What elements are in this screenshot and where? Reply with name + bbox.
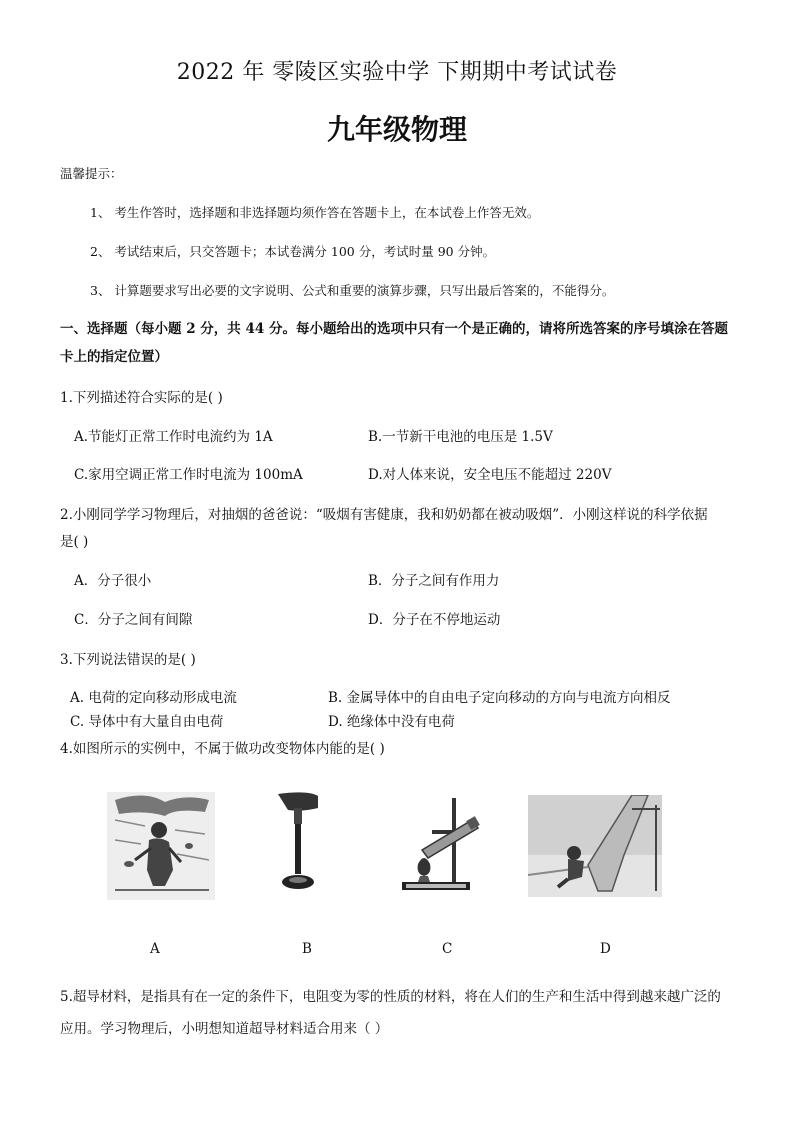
exam-subtitle: 九年级物理 xyxy=(326,113,467,146)
exam-title: 2022 年 零陵区实验中学 下期期中考试试卷 xyxy=(176,60,618,85)
question-4-stem: 4.如图所示的实例中，不属于做功改变物体内能的是( ) xyxy=(60,741,385,757)
question-5-stem-line1: 5.超导材料，是指具有在一定的条件下，电阻变为零的性质的材料，将在人们的生产和生活中得到越来越广泛的 xyxy=(60,989,721,1005)
question-1-option-b: B.一节新干电池的电压是 1.5V xyxy=(368,429,553,445)
figure-d-image xyxy=(528,795,662,897)
figure-b-image xyxy=(268,790,328,902)
question-3-option-c: C. 导体中有大量自由电荷 xyxy=(70,714,224,730)
question-2-option-b: B．分子之间有作用力 xyxy=(368,573,500,589)
question-3-option-a: A. 电荷的定向移动形成电流 xyxy=(70,690,237,706)
question-1-option-d: D.对人体来说，安全电压不能超过 220V xyxy=(368,467,612,483)
question-1-stem: 1.下列描述符合实际的是( ) xyxy=(60,390,223,406)
figure-label-d: D xyxy=(600,941,611,957)
figure-a-image xyxy=(105,790,217,902)
question-1-option-c: C.家用空调正常工作时电流为 100mA xyxy=(74,467,303,483)
tip-item-2: 2、 考试结束后，只交答题卡；本试卷满分 100 分，考试时量 90 分钟。 xyxy=(90,244,496,259)
question-2-option-c: C．分子之间有间隙 xyxy=(74,612,193,628)
figure-label-c: C xyxy=(442,941,453,957)
question-2-stem-line2: 是( ) xyxy=(60,534,89,550)
section-heading: 一、选择题（每小题 2 分，共 44 分。每小题给出的选项中只有一个是正确的，请将所选答案的序号填涂在答题卡上的指定位置） xyxy=(60,321,728,365)
figure-label-b: B xyxy=(302,941,312,957)
tip-item-3: 3、 计算题要求写出必要的文字说明、公式和重要的演算步骤，只写出最后答案的，不能得分。 xyxy=(90,283,615,298)
question-2-option-a: A．分子很小 xyxy=(74,573,152,589)
figure-c-image xyxy=(392,790,492,902)
question-3-option-d: D. 绝缘体中没有电荷 xyxy=(328,714,455,730)
tip-item-1: 1、 考生作答时，选择题和非选择题均须作答在答题卡上，在本试卷上作答无效。 xyxy=(90,205,540,220)
tips-heading: 温馨提示： xyxy=(60,166,123,181)
question-5-stem-line2: 应用。学习物理后，小明想知道超导材料适合用来（ ） xyxy=(60,1021,389,1037)
question-3-stem: 3.下列说法错误的是( ) xyxy=(60,652,196,668)
figure-label-a: A xyxy=(150,941,160,957)
question-2-stem-line1: 2.小刚同学学习物理后，对抽烟的爸爸说：“吸烟有害健康，我和奶奶都在被动吸烟”．小刚这样说的科学依据 xyxy=(60,507,708,523)
question-1-option-a: A.节能灯正常工作时电流约为 1A xyxy=(74,429,273,445)
question-2-option-d: D．分子在不停地运动 xyxy=(368,612,501,628)
question-3-option-b: B. 金属导体中的自由电子定向移动的方向与电流方向相反 xyxy=(328,690,671,706)
